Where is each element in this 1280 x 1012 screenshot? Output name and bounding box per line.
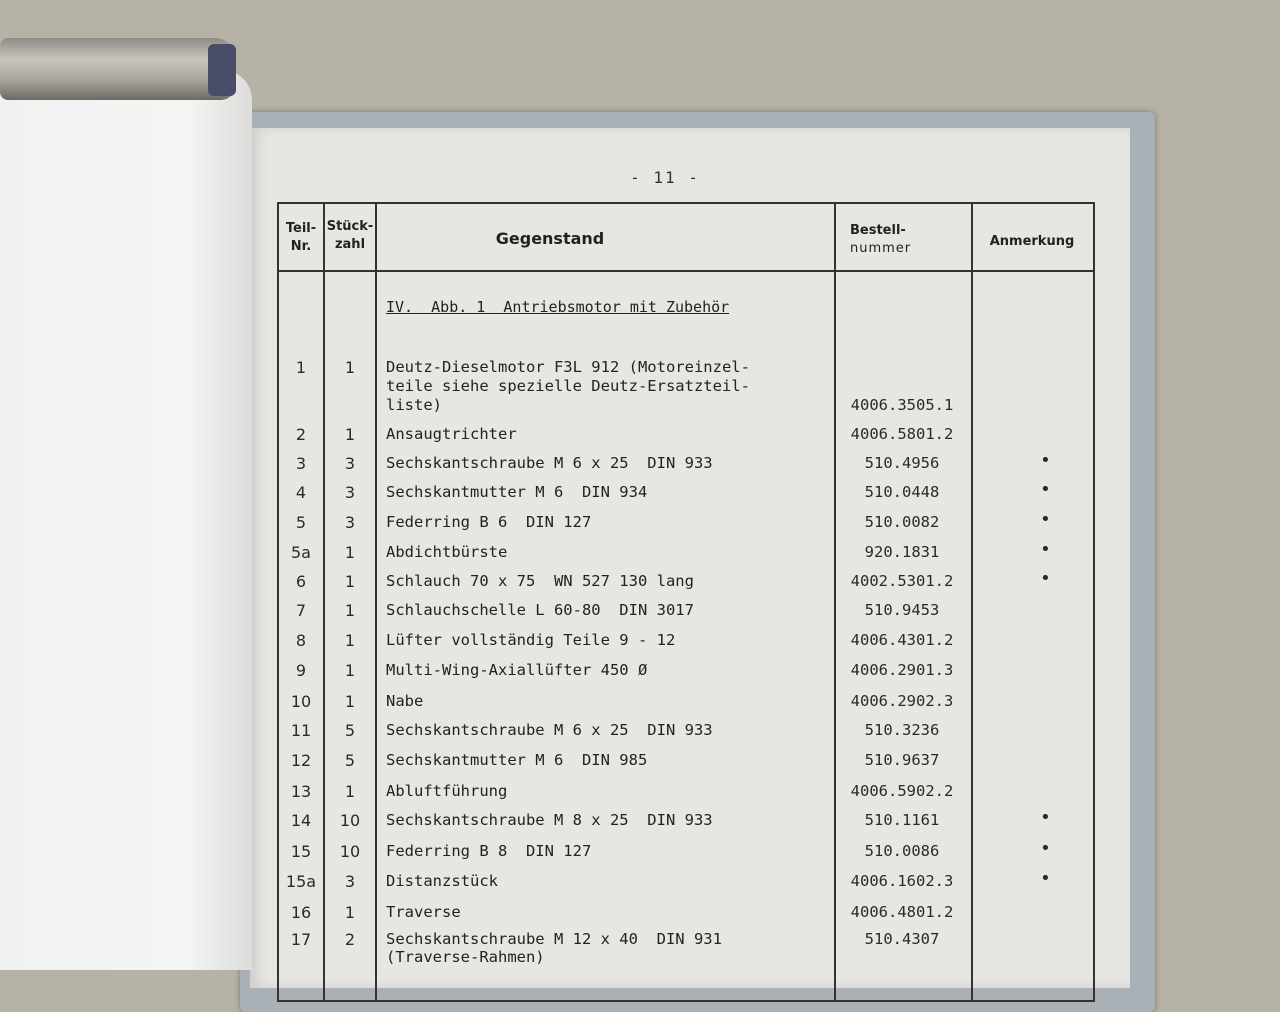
part-number: 1 (295, 358, 307, 377)
header-teil-nr-line1: Teil- (285, 221, 317, 236)
table-row (0, 631, 1280, 657)
description-line: Federring B 6 DIN 127 (386, 513, 592, 531)
description-line: Multi-Wing-Axiallüfter 450 Ø (386, 661, 648, 679)
header-stueckzahl-line1: Stück- (326, 219, 374, 234)
quantity: 10 (339, 842, 361, 861)
part-number: 15a (285, 872, 317, 891)
header-teil-nr-line2: Nr. (290, 239, 312, 254)
quantity: 5 (344, 721, 356, 740)
order-number: 920.1831 (864, 543, 940, 561)
header-bestellnummer (836, 222, 950, 258)
header-teil-nr (280, 220, 322, 256)
remark-mark: • (1040, 450, 1051, 471)
quantity: 1 (344, 543, 356, 562)
order-number: 4006.4301.2 (850, 631, 954, 649)
page-number: - 11 - (630, 168, 700, 187)
order-number: 4006.1602.3 (850, 872, 954, 890)
part-number: 15 (290, 842, 312, 861)
table-row (0, 661, 1280, 687)
table-row (0, 479, 1280, 509)
part-number: 17 (290, 930, 312, 949)
part-number: 10 (290, 692, 312, 711)
order-number: 510.9453 (864, 601, 940, 619)
remark-mark: • (1040, 838, 1051, 859)
order-number: 4006.3505.1 (850, 396, 954, 414)
remark-mark: • (1040, 807, 1051, 828)
order-number: 510.3236 (864, 721, 940, 739)
part-number: 6 (295, 572, 307, 591)
order-number: 4006.5902.2 (850, 782, 954, 800)
order-number: 4006.5801.2 (850, 425, 954, 443)
table-row (0, 930, 1280, 966)
table-row (0, 450, 1280, 480)
quantity: 1 (344, 631, 356, 650)
table-row (0, 782, 1280, 808)
quantity: 1 (344, 601, 356, 620)
table-row (0, 509, 1280, 539)
section-title: IV. Abb. 1 Antriebsmotor mit Zubehör (386, 298, 730, 316)
table-row (0, 601, 1280, 627)
order-number: 4006.4801.2 (850, 903, 954, 921)
description-line: Deutz-Dieselmotor F3L 912 (Motoreinzel- (386, 358, 750, 376)
description-line: Ansaugtrichter (386, 425, 517, 443)
order-number: 510.9637 (864, 751, 940, 769)
header-stueckzahl (325, 218, 375, 254)
description-line: Distanzstück (386, 872, 498, 890)
header-stueckzahl-line2: zahl (334, 237, 366, 252)
table-row (0, 721, 1280, 747)
part-number: 11 (290, 721, 312, 740)
remark-mark: • (1040, 479, 1051, 500)
table-row (0, 358, 1280, 414)
description-line: teile siehe spezielle Deutz-Ersatzteil- (386, 377, 750, 395)
quantity: 1 (344, 782, 356, 801)
part-number: 3 (295, 454, 307, 473)
quantity: 3 (344, 483, 356, 502)
part-number: 8 (295, 631, 307, 650)
quantity: 5 (344, 751, 356, 770)
part-number: 2 (295, 425, 307, 444)
part-number: 7 (295, 601, 307, 620)
part-number: 14 (290, 811, 312, 830)
description-line: Sechskantschraube M 6 x 25 DIN 933 (386, 454, 713, 472)
header-divider (279, 270, 1093, 272)
quantity: 1 (344, 358, 356, 377)
description-line: Schlauchschelle L 60-80 DIN 3017 (386, 601, 694, 619)
part-number: 9 (295, 661, 307, 680)
remark-mark: • (1040, 868, 1051, 889)
table-row (0, 692, 1280, 718)
header-bestellnummer-line1: Bestell- (850, 223, 906, 238)
quantity: 3 (344, 454, 356, 473)
order-number: 4002.5301.2 (850, 572, 954, 590)
quantity: 1 (344, 661, 356, 680)
table-row (0, 539, 1280, 569)
binder-ring-cap (208, 44, 236, 96)
table-row (0, 903, 1280, 929)
description-line: Federring B 8 DIN 127 (386, 842, 592, 860)
table-row (0, 807, 1280, 837)
quantity: 1 (344, 903, 356, 922)
table-row (0, 838, 1280, 868)
remark-mark: • (1040, 539, 1051, 560)
header-anmerkung: Anmerkung (989, 234, 1075, 249)
part-number: 5a (291, 543, 311, 562)
order-number: 510.4956 (864, 454, 940, 472)
description-line: Traverse (386, 903, 461, 921)
quantity: 3 (344, 513, 356, 532)
part-number: 4 (295, 483, 307, 502)
description-line: Abluftführung (386, 782, 508, 800)
part-number: 12 (290, 751, 312, 770)
quantity: 10 (339, 811, 361, 830)
order-number: 510.0448 (864, 483, 940, 501)
description-line: Schlauch 70 x 75 WN 527 130 lang (386, 572, 694, 590)
order-number: 4006.2902.3 (850, 692, 954, 710)
header-bestellnummer-line2: nummer (850, 241, 912, 256)
description-line: Lüfter vollständig Teile 9 - 12 (386, 631, 676, 649)
order-number: 510.0082 (864, 513, 940, 531)
table-row (0, 425, 1280, 451)
description-line: (Traverse-Rahmen) (386, 948, 545, 966)
order-number: 510.4307 (864, 930, 940, 948)
description-line: Sechskantschraube M 8 x 25 DIN 933 (386, 811, 713, 829)
order-number: 510.1161 (864, 811, 940, 829)
quantity: 1 (344, 425, 356, 444)
order-number: 510.0086 (864, 842, 940, 860)
description-line: Sechskantmutter M 6 DIN 985 (386, 751, 648, 769)
remark-mark: • (1040, 568, 1051, 589)
part-number: 16 (290, 903, 312, 922)
table-row (0, 568, 1280, 598)
binder-ring (0, 38, 235, 100)
table-row (0, 868, 1280, 898)
table-row (0, 751, 1280, 777)
order-number: 4006.2901.3 (850, 661, 954, 679)
quantity: 3 (344, 872, 356, 891)
part-number: 13 (290, 782, 312, 801)
quantity: 1 (344, 572, 356, 591)
description-line: liste) (386, 396, 442, 414)
description-line: Sechskantschraube M 12 x 40 DIN 931 (386, 930, 722, 948)
description-line: Sechskantschraube M 6 x 25 DIN 933 (386, 721, 713, 739)
quantity: 1 (344, 692, 356, 711)
header-gegenstand: Gegenstand (495, 229, 605, 248)
description-line: Nabe (386, 692, 424, 710)
part-number: 5 (295, 513, 307, 532)
quantity: 2 (344, 930, 356, 949)
remark-mark: • (1040, 509, 1051, 530)
description-line: Sechskantmutter M 6 DIN 934 (386, 483, 648, 501)
description-line: Abdichtbürste (386, 543, 508, 561)
